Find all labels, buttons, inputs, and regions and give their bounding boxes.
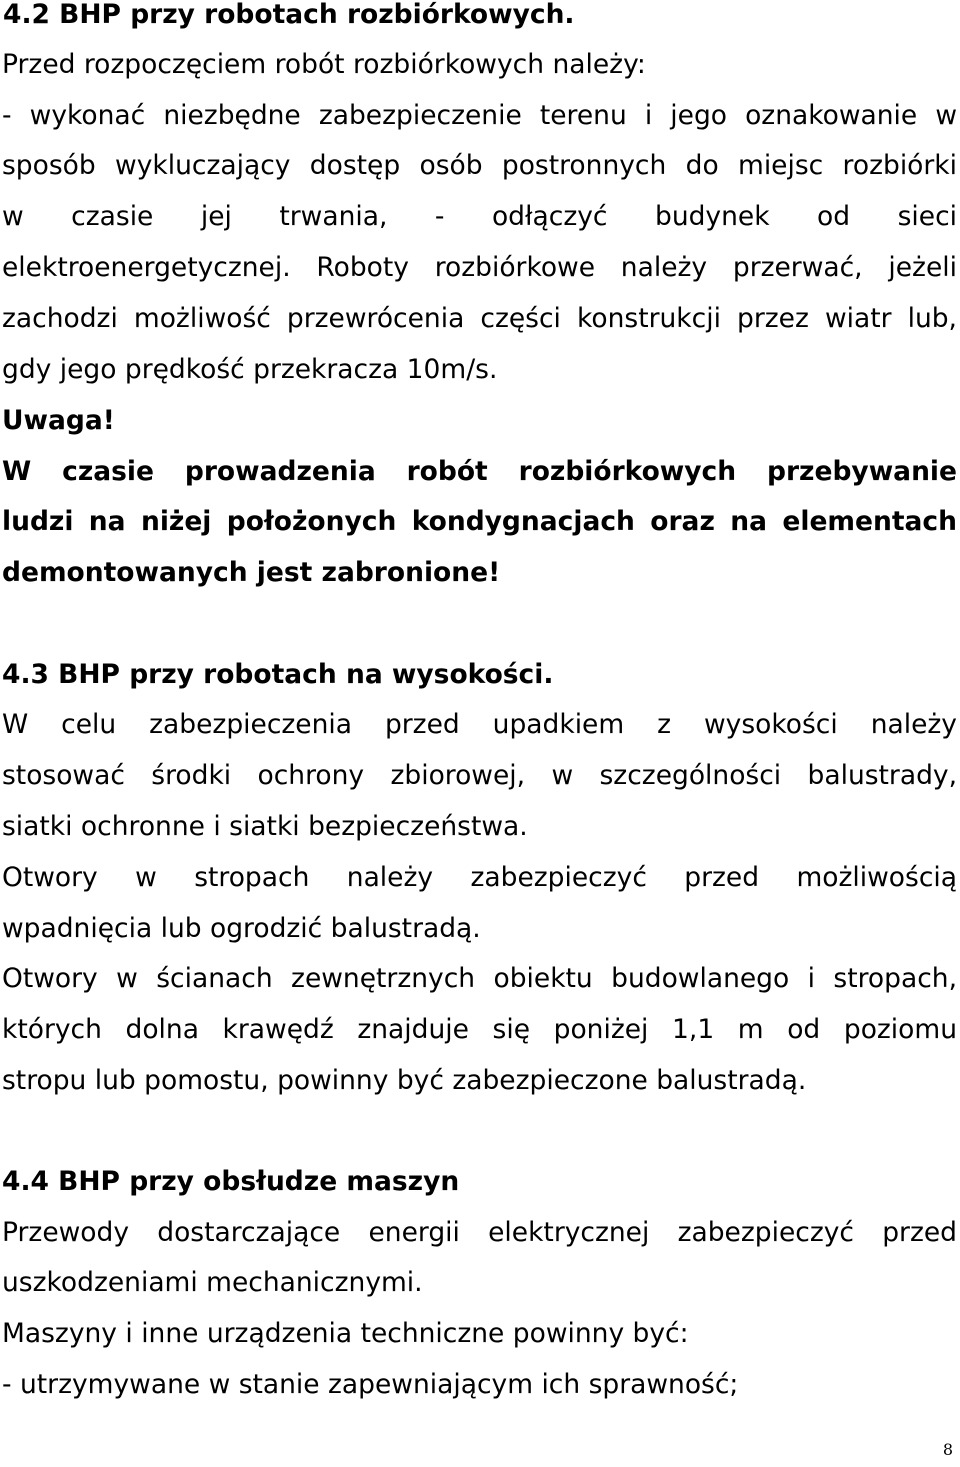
paragraph-line: Otwory w ścianach zewnętrznych obiektu budowlanego i stropach,: [2, 963, 957, 994]
paragraph-line: stosować środki ochrony zbiorowej, w szczególności balustrady,: [2, 760, 957, 791]
paragraph-line: - utrzymywane w stanie zapewniającym ich sprawność;: [2, 1369, 739, 1400]
paragraph-line: zachodzi możliwość przewrócenia części konstrukcji przez wiatr lub,: [2, 303, 957, 334]
warning-line: demontowanych jest zabronione!: [2, 557, 501, 588]
paragraph-line: w czasie jej trwania, - odłączyć budynek od sieci: [2, 201, 957, 232]
paragraph-line: Otwory w stropach należy zabezpieczyć przed możliwością: [2, 862, 957, 893]
paragraph-line: Przewody dostarczające energii elektrycznej zabezpieczyć przed: [2, 1217, 957, 1248]
warning-line: ludzi na niżej położonych kondygnacjach oraz na elementach: [2, 506, 957, 537]
paragraph-line: stropu lub pomostu, powinny być zabezpieczone balustradą.: [2, 1065, 807, 1096]
paragraph-line: Maszyny i inne urządzenia techniczne powinny być:: [2, 1318, 689, 1349]
paragraph-line: których dolna krawędź znajduje się poniżej 1,1 m od poziomu: [2, 1014, 957, 1045]
paragraph-line: - wykonać niezbędne zabezpieczenie terenu i jego oznakowanie w: [2, 100, 957, 131]
paragraph-line: Przed rozpoczęciem robót rozbiórkowych należy:: [2, 49, 646, 80]
paragraph-line: sposób wykluczający dostęp osób postronnych do miejsc rozbiórki: [2, 150, 957, 181]
paragraph-line: gdy jego prędkość przekracza 10m/s.: [2, 354, 498, 385]
section-heading-4-2: 4.2 BHP przy robotach rozbiórkowych.: [3, 0, 575, 30]
paragraph-line: siatki ochronne i siatki bezpieczeństwa.: [2, 811, 528, 842]
paragraph-line: elektroenergetycznej. Roboty rozbiórkowe należy przerwać, jeżeli: [2, 252, 957, 283]
section-heading-4-3: 4.3 BHP przy robotach na wysokości.: [2, 659, 554, 690]
paragraph-line: wpadnięcia lub ogrodzić balustradą.: [2, 913, 481, 944]
paragraph-line: W celu zabezpieczenia przed upadkiem z wysokości należy: [2, 709, 957, 740]
section-heading-4-4: 4.4 BHP przy obsłudze maszyn: [2, 1166, 460, 1197]
page-number: 8: [942, 1440, 953, 1459]
warning-line: W czasie prowadzenia robót rozbiórkowych przebywanie: [2, 456, 957, 487]
paragraph-line: uszkodzeniami mechanicznymi.: [2, 1267, 423, 1298]
warning-label: Uwaga!: [2, 405, 115, 436]
